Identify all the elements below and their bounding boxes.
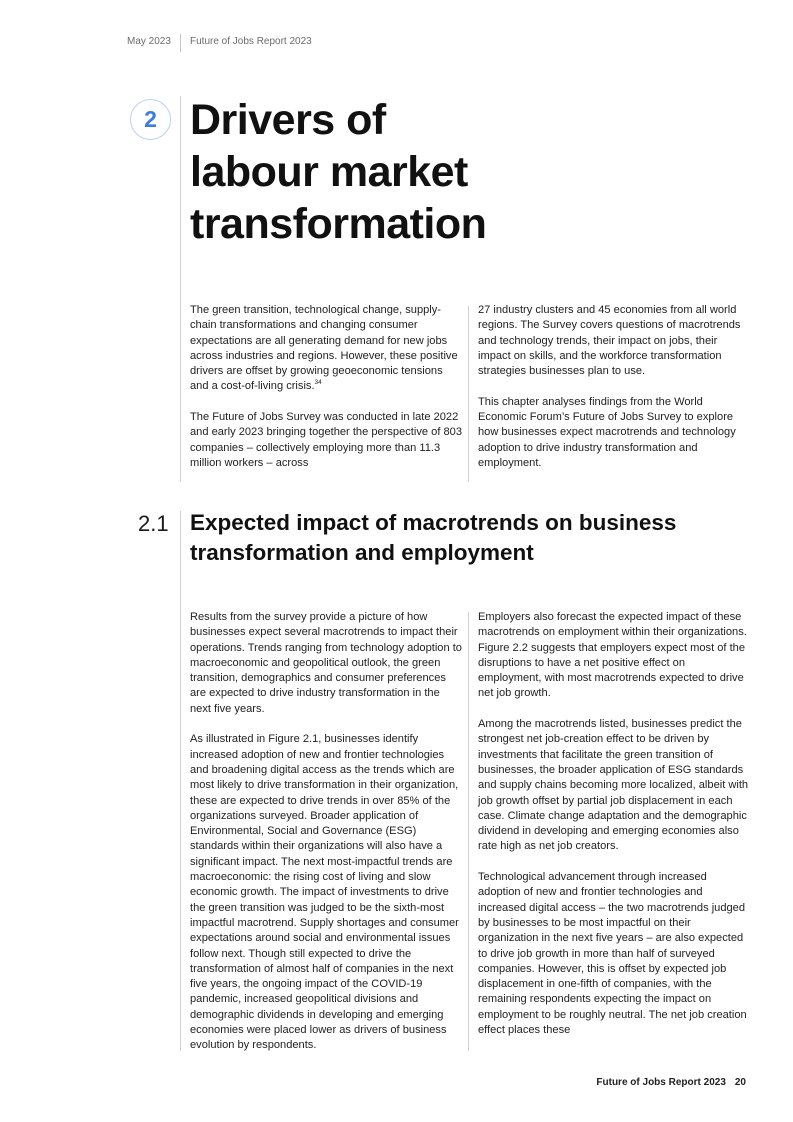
chapter-number-badge [130, 99, 171, 140]
section-column-divider [468, 612, 469, 1051]
chapter-title-line: Drivers of [190, 96, 386, 144]
body-paragraph: Technological advancement through increased adoption of new and frontier technologies and increased digital access – the two macrotrends judged by businesses to be most impactful on their organization in the next five years – are also expected to drive job growth in more than half of surveyed companies. However, this is offset by expected job displacement in one-fifth of companies, with the remaining respondents expecting the impact on employment to be roughly neutral. The net job creation effect places these [478, 871, 747, 1037]
chapter-title [190, 94, 710, 250]
section-title-line: transformation and employment [190, 540, 534, 565]
intro-column-divider [468, 306, 469, 482]
intro-column-left [190, 303, 462, 471]
footnote-marker: 34 [314, 379, 322, 387]
page-number: 20 [734, 1077, 746, 1088]
body-paragraph: Results from the survey provide a picture of how businesses expect several macrotrends to impact their operations. Trends ranging from technology adoption to macroeconomic and geopolitical outlook, the green transition, demographics and consumer preferences are expected to drive industry transformation in the next five years. [190, 611, 462, 715]
body-paragraph: The green transition, technological change, supply-chain transformations and changing consumer expectations are all generating demand for new jobs across industries and regions. However, these positive drivers are offset by growing geoeconomic tensions and a cost-of-living crisis.$^{34}$ [190, 304, 458, 393]
body-paragraph: As illustrated in Figure 2.1, businesses identify increased adoption of new and frontier technologies and broadening digital access as the trends which are most likely to drive transformation in their organization, these are expected to drive trends in over 85% of the organizations surveyed. Broader application of Environmental, Social and Governance (ESG) standards within their organizations will also have a significant impact. The next most-impactful trends are macroeconomic: the rising cost of living and slow economic growth. The impact of investments to drive the green transition was judged to be the sixth-most impactful macrotrend. Supply shortages and consumer expectations around social and environmental issues follow next. Though still expected to drive the transformation of almost half of companies in the next five years, the ongoing impact of the COVID-19 pandemic, increased geopolitical divisions and demographic dividends in developing and emerging economies were placed lower as drivers of business evolution by respondents. [190, 733, 459, 1052]
page-footer [596, 1077, 746, 1088]
section-title [190, 508, 730, 568]
section-title-line: Expected impact of macrotrends on business [190, 510, 677, 535]
section-number: 2.1 [138, 511, 169, 536]
chapter-title-line: transformation [190, 200, 487, 248]
header-report-title: Future of Jobs Report 2023 [190, 36, 312, 47]
section-column-left [190, 610, 462, 1054]
body-paragraph: This chapter analyses findings from the World Economic Forum’s Future of Jobs Survey to explore how businesses expect macrotrends and technology adoption to drive industry transformation and employment. [478, 395, 736, 469]
footer-report-title: Future of Jobs Report 2023 [596, 1077, 726, 1088]
body-paragraph: Among the macrotrends listed, businesses predict the strongest net job-creation effect to be driven by investments that facilitate the green transition of businesses, the broader application of ESG standards and supply chains becoming more localized, albeit with job growth offset by partial job displacement in each case. Climate change adaptation and the demographic dividend in developing and emerging economies also rate high as net job creators. [478, 718, 749, 853]
header-divider [180, 34, 181, 52]
intro-column-right [478, 303, 750, 471]
section-rule [180, 511, 181, 1051]
body-paragraph: 27 industry clusters and 45 economies from all world regions. The Survey covers questions of macrotrends and technology trends, their impact on jobs, their impact on skills, and the workforce transformation strategies businesses plan to use. [478, 304, 741, 378]
chapter-number: 2 [144, 106, 157, 132]
chapter-title-line: labour market [190, 148, 468, 196]
chapter-rule [180, 96, 181, 482]
header-date: May 2023 [127, 36, 171, 47]
section-column-right [478, 610, 750, 1038]
body-paragraph: Employers also forecast the expected impact of these macrotrends on employment within their organizations. Figure 2.2 suggests that employers expect most of the disruptions to have a net positive effect on employment, with most macrotrends expected to drive net job growth. [478, 611, 747, 700]
body-paragraph: The Future of Jobs Survey was conducted in late 2022 and early 2023 bringing together the perspective of 803 companies – collectively employing more than 11.3 million workers – across [190, 411, 462, 469]
